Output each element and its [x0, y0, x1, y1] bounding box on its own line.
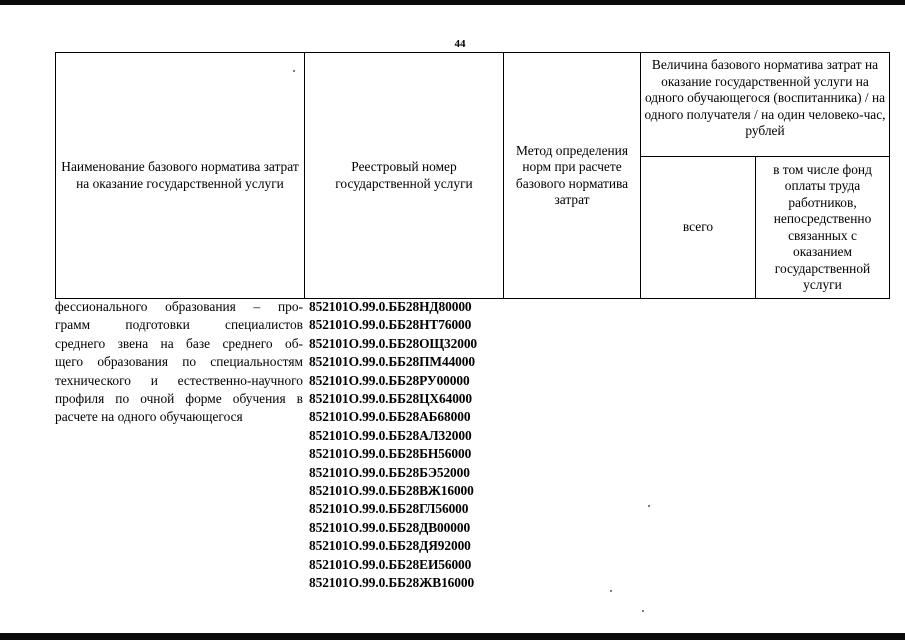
registry-code: 852101О.99.0.ББ28РУ00000 [309, 372, 470, 388]
header-cell-wage-fund: в том числе фонд оплаты труда работников, непосредственно связанных с оказанием государственной услуги [756, 157, 890, 299]
description-line: щего образования по специальностям [55, 354, 303, 370]
description-line: грамм подготовки специалистов [55, 317, 303, 333]
registry-code: 852101О.99.0.ББ28ОЩ32000 [309, 335, 478, 351]
scan-border-bottom [0, 633, 905, 640]
registry-code: 852101О.99.0.ББ28ЦХ64000 [309, 391, 472, 407]
scan-speck [610, 590, 612, 592]
description-line: фессионального образования – про- [55, 299, 303, 314]
scan-speck [293, 70, 295, 72]
header-cell-value-group: Величина базового норматива затрат на оказание государственной услуги на одного обучающегося (воспитанника) / на одного получателя / на один человеко-час, рублей [641, 53, 890, 157]
registry-code: 852101О.99.0.ББ28ВЖ16000 [309, 483, 474, 499]
registry-code: 852101О.99.0.ББ28ДЯ92000 [309, 538, 471, 554]
header-cell-method: Метод определения норм при расчете базового норматива затрат [504, 53, 641, 299]
registry-code: 852101О.99.0.ББ28ЖВ16000 [309, 575, 475, 591]
registry-code: 852101О.99.0.ББ28АЛ32000 [309, 427, 472, 443]
scan-border-top [0, 0, 905, 5]
registry-code-list [309, 298, 509, 593]
registry-code: 852101О.99.0.ББ28БЭ52000 [309, 464, 470, 480]
description-line: среднего звена на базе среднего об- [55, 335, 303, 351]
registry-code: 852101О.99.0.ББ28ЕИ56000 [309, 556, 472, 572]
scan-speck [648, 505, 650, 507]
registry-code: 852101О.99.0.ББ28ГЛ56000 [309, 501, 469, 517]
registry-code: 852101О.99.0.ББ28ПМ44000 [309, 354, 475, 370]
description-line: технического и естественно-научного [55, 372, 303, 388]
header-cell-registry: Реестровый номер государственной услуги [305, 53, 504, 299]
service-description [55, 298, 303, 427]
page-number: 44 [454, 38, 466, 50]
registry-code: 852101О.99.0.ББ28НТ76000 [309, 317, 472, 333]
table-header [55, 52, 890, 299]
registry-code: 852101О.99.0.ББ28АБ68000 [309, 409, 471, 425]
description-line: профиля по очной форме обучения в [55, 391, 303, 407]
registry-code: 852101О.99.0.ББ28НД80000 [309, 299, 472, 314]
header-cell-name: Наименование базового норматива затрат на оказание государственной услуги [56, 53, 305, 299]
registry-code: 852101О.99.0.ББ28ДВ00000 [309, 519, 471, 535]
registry-code: 852101О.99.0.ББ28БН56000 [309, 446, 472, 462]
scan-speck [642, 610, 644, 612]
description-line: расчете на одного обучающегося [55, 409, 243, 425]
header-cell-total: всего [641, 157, 756, 299]
